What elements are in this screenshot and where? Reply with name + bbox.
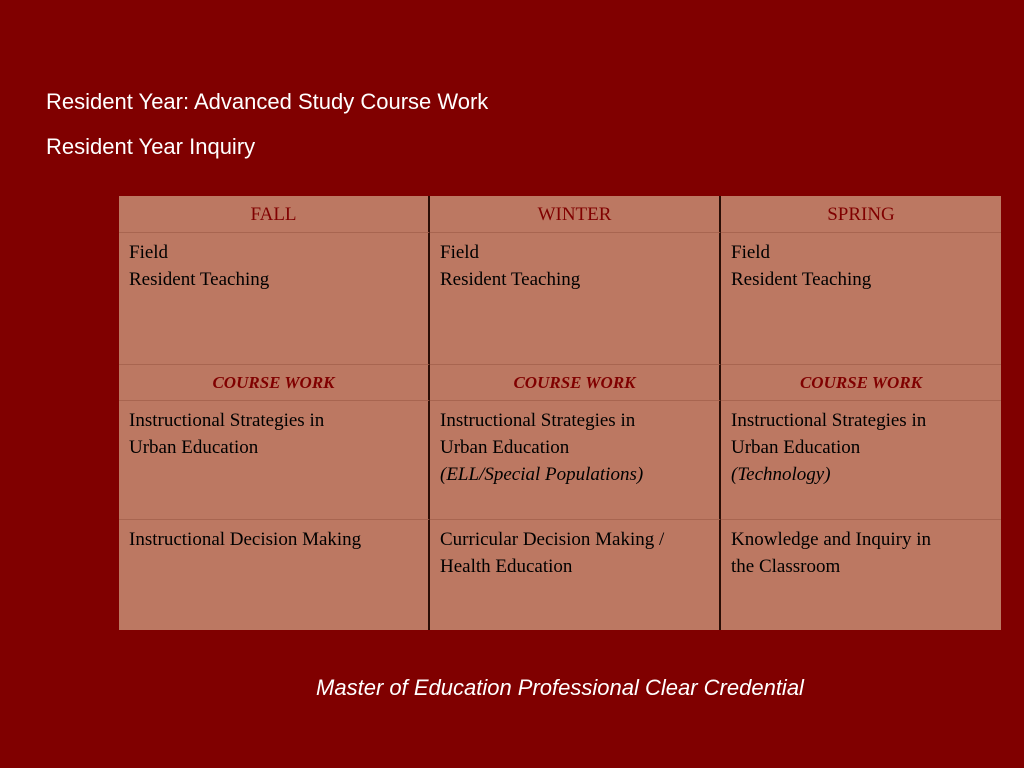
slide-subtitle: Resident Year Inquiry <box>46 134 256 159</box>
decision-cell-fall <box>119 520 430 630</box>
course-title-line: Instructional Decision Making <box>129 529 362 550</box>
strategies-cell-fall <box>119 401 430 520</box>
decision-cell-winter <box>430 520 721 630</box>
course-title-line: the Classroom <box>731 556 841 577</box>
field-label: Field <box>129 242 169 263</box>
program-name-footer: Master of Education Professional Clear Credential <box>316 675 804 700</box>
course-title-line: Instructional Strategies in <box>440 410 636 431</box>
decision-cell-spring <box>721 520 1001 630</box>
column-header-winter: WINTER <box>430 196 721 233</box>
course-title-line: Curricular Decision Making / <box>440 529 665 550</box>
course-focus-note: (Technology) <box>731 464 831 485</box>
field-activity: Resident Teaching <box>129 269 270 290</box>
slide-title: Resident Year: Advanced Study Course Work <box>46 89 489 114</box>
column-header-fall: FALL <box>119 196 430 233</box>
field-cell-fall <box>119 233 430 365</box>
field-label: Field <box>440 242 480 263</box>
course-title-line: Urban Education <box>731 437 861 458</box>
course-work-label-winter: COURSE WORK <box>430 365 721 401</box>
course-title-line: Urban Education <box>440 437 570 458</box>
course-title-line: Knowledge and Inquiry in <box>731 529 931 550</box>
field-cell-spring <box>721 233 1001 365</box>
schedule-table <box>119 196 1001 630</box>
field-activity: Resident Teaching <box>731 269 872 290</box>
course-title-line: Urban Education <box>129 437 259 458</box>
course-title-line: Health Education <box>440 556 573 577</box>
course-title-line: Instructional Strategies in <box>129 410 325 431</box>
course-work-label-fall: COURSE WORK <box>119 365 430 401</box>
strategies-cell-winter <box>430 401 721 520</box>
column-header-spring: SPRING <box>721 196 1001 233</box>
field-activity: Resident Teaching <box>440 269 581 290</box>
course-work-label-spring: COURSE WORK <box>721 365 1001 401</box>
course-focus-note: (ELL/Special Populations) <box>440 464 644 485</box>
field-label: Field <box>731 242 771 263</box>
field-cell-winter <box>430 233 721 365</box>
strategies-cell-spring <box>721 401 1001 520</box>
course-title-line: Instructional Strategies in <box>731 410 927 431</box>
